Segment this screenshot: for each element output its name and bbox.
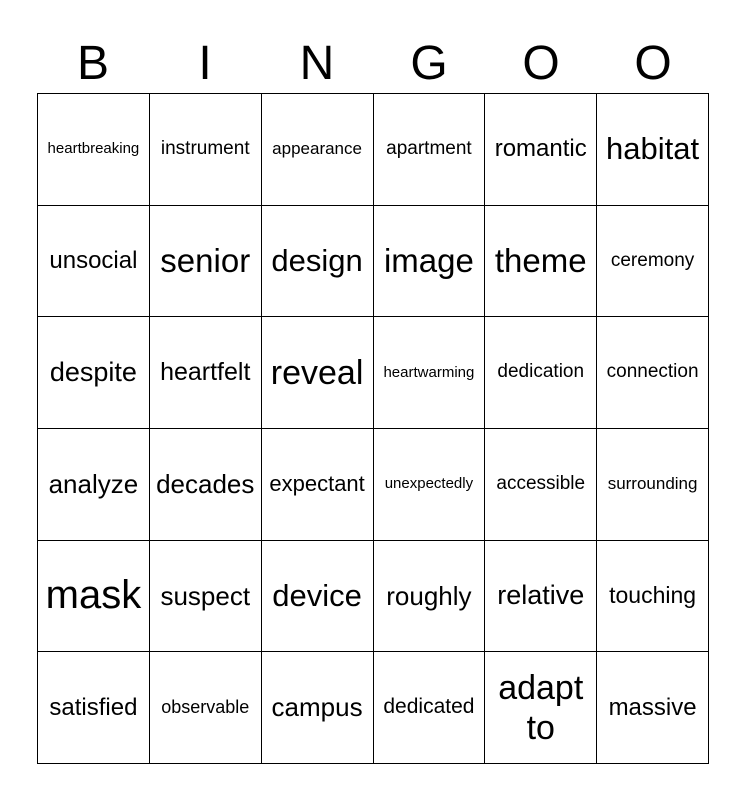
bingo-cell: observable xyxy=(150,652,262,764)
bingo-cell: analyze xyxy=(38,429,150,541)
header-letter: O xyxy=(522,37,560,90)
bingo-cell: heartbreaking xyxy=(38,94,150,206)
header-letter: I xyxy=(198,37,212,90)
bingo-cell: apartment xyxy=(374,94,486,206)
bingo-cell: roughly xyxy=(374,541,486,653)
bingo-cell: relative xyxy=(485,541,597,653)
bingo-cell: accessible xyxy=(485,429,597,541)
header-letter: N xyxy=(299,37,335,90)
bingo-cell: expectant xyxy=(262,429,374,541)
bingo-cell: instrument xyxy=(150,94,262,206)
bingo-cell: suspect xyxy=(150,541,262,653)
bingo-cell: campus xyxy=(262,652,374,764)
bingo-cell: theme xyxy=(485,206,597,318)
bingo-cell: adapt to xyxy=(485,652,597,764)
bingo-cell: surrounding xyxy=(597,429,709,541)
bingo-cell: ceremony xyxy=(597,206,709,318)
bingo-cell: touching xyxy=(597,541,709,653)
bingo-cell: mask xyxy=(38,541,150,653)
bingo-cell: despite xyxy=(38,317,150,429)
bingo-cell: dedicated xyxy=(374,652,486,764)
bingo-cell: massive xyxy=(597,652,709,764)
bingo-cell: dedication xyxy=(485,317,597,429)
bingo-cell: habitat xyxy=(597,94,709,206)
bingo-cell: heartwarming xyxy=(374,317,486,429)
bingo-cell: heartfelt xyxy=(150,317,262,429)
bingo-cell: device xyxy=(262,541,374,653)
bingo-cell: design xyxy=(262,206,374,318)
bingo-header xyxy=(37,38,709,90)
bingo-cell: romantic xyxy=(485,94,597,206)
bingo-cell: senior xyxy=(150,206,262,318)
header-letter: B xyxy=(76,37,109,90)
bingo-cell: connection xyxy=(597,317,709,429)
bingo-cell: image xyxy=(374,206,486,318)
bingo-grid xyxy=(37,93,709,764)
header-letter: O xyxy=(634,37,672,90)
bingo-cell: decades xyxy=(150,429,262,541)
bingo-cell: satisfied xyxy=(38,652,150,764)
bingo-cell: unexpectedly xyxy=(374,429,486,541)
bingo-cell: unsocial xyxy=(38,206,150,318)
bingo-cell: reveal xyxy=(262,317,374,429)
header-letter: G xyxy=(410,37,448,90)
bingo-cell: appearance xyxy=(262,94,374,206)
